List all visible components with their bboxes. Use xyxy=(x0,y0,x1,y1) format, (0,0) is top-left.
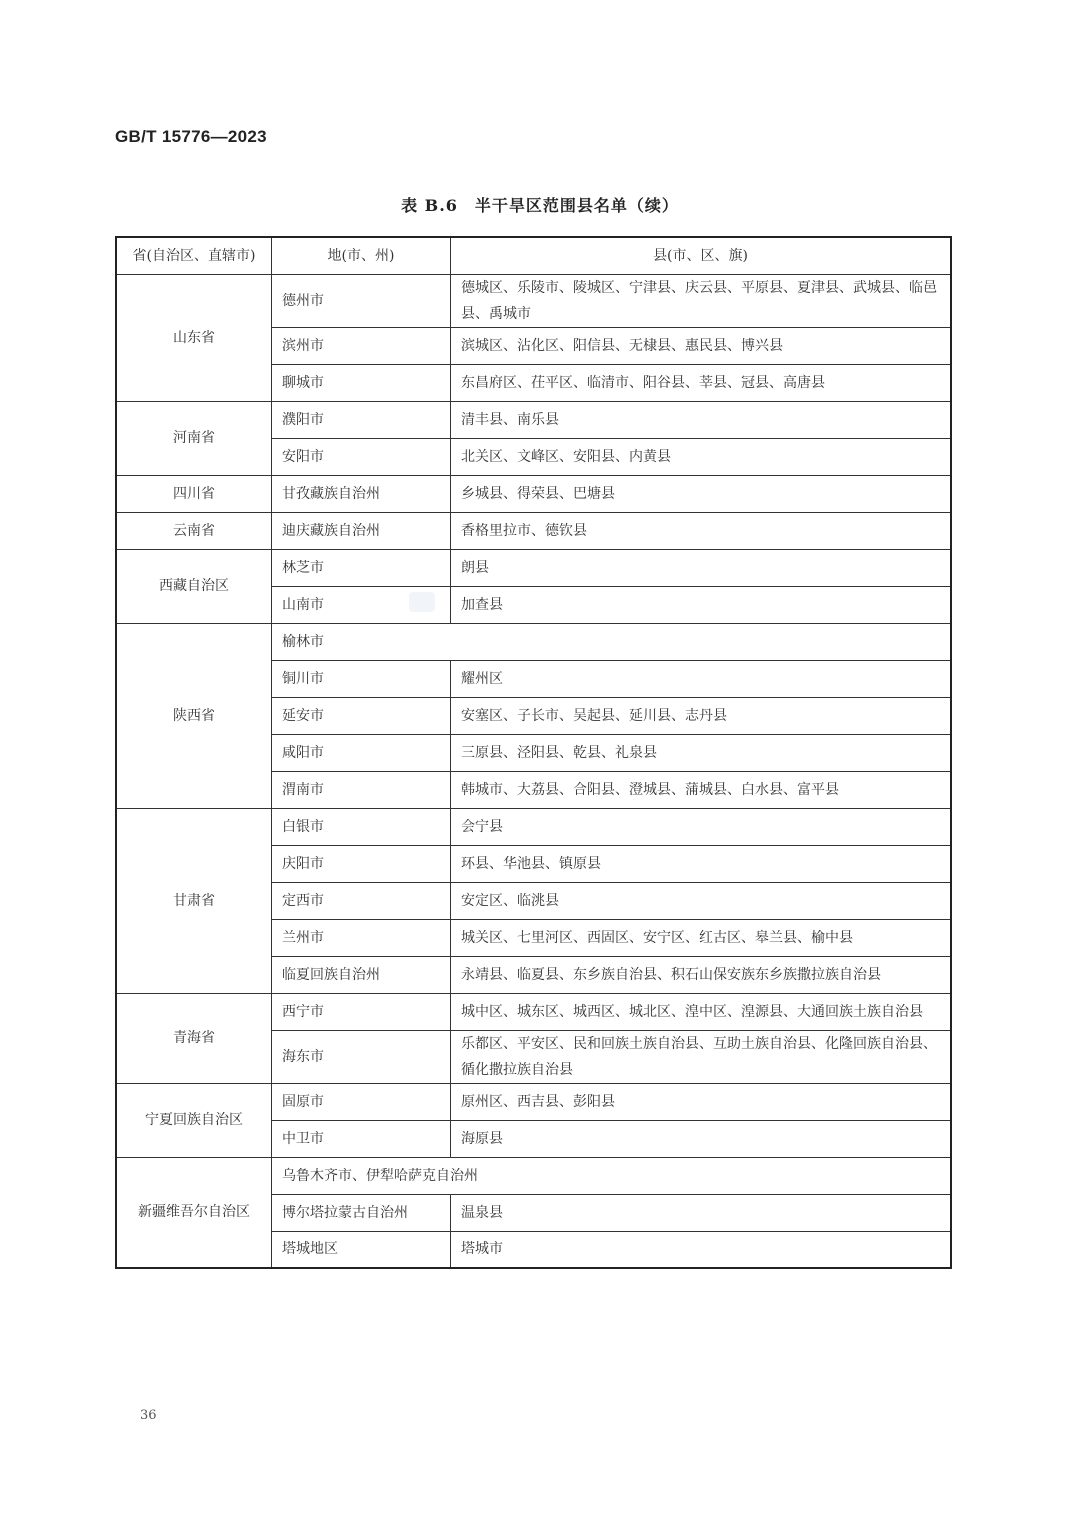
column-header-province: 省(自治区、直辖市) xyxy=(116,237,272,274)
city-cell: 濮阳市 xyxy=(272,401,451,438)
table-row xyxy=(116,1157,951,1194)
table-row xyxy=(116,623,951,660)
county-cell: 塔城市 xyxy=(451,1231,952,1268)
column-header-city: 地(市、州) xyxy=(272,237,451,274)
county-table xyxy=(115,236,952,1269)
city-cell: 铜川市 xyxy=(272,660,451,697)
province-cell: 新疆维吾尔自治区 xyxy=(116,1157,272,1268)
county-cell: 朗县 xyxy=(451,549,952,586)
county-cell: 安定区、临洮县 xyxy=(451,882,952,919)
county-cell: 三原县、泾阳县、乾县、礼泉县 xyxy=(451,734,952,771)
county-cell: 北关区、文峰区、安阳县、内黄县 xyxy=(451,438,952,475)
province-cell: 山东省 xyxy=(116,274,272,401)
city-cell: 延安市 xyxy=(272,697,451,734)
province-cell: 甘肃省 xyxy=(116,808,272,993)
county-cell: 温泉县 xyxy=(451,1194,952,1231)
table-row xyxy=(116,1083,951,1120)
city-cell: 西宁市 xyxy=(272,993,451,1030)
table-header-row xyxy=(116,237,951,274)
city-cell: 德州市 xyxy=(272,274,451,327)
province-cell: 陕西省 xyxy=(116,623,272,808)
city-cell: 临夏回族自治州 xyxy=(272,956,451,993)
table-row xyxy=(116,512,951,549)
county-cell: 东昌府区、茌平区、临清市、阳谷县、莘县、冠县、高唐县 xyxy=(451,364,952,401)
city-cell: 海东市 xyxy=(272,1030,451,1083)
province-cell: 宁夏回族自治区 xyxy=(116,1083,272,1157)
city-cell: 定西市 xyxy=(272,882,451,919)
column-header-county: 县(市、区、旗) xyxy=(451,237,952,274)
city-cell: 聊城市 xyxy=(272,364,451,401)
city-cell: 固原市 xyxy=(272,1083,451,1120)
city-cell: 林芝市 xyxy=(272,549,451,586)
county-cell: 环县、华池县、镇原县 xyxy=(451,845,952,882)
county-cell: 韩城市、大荔县、合阳县、澄城县、蒲城县、白水县、富平县 xyxy=(451,771,952,808)
province-cell: 云南省 xyxy=(116,512,272,549)
table-body xyxy=(116,274,951,1268)
province-cell: 西藏自治区 xyxy=(116,549,272,623)
county-cell: 加查县 xyxy=(451,586,952,623)
city-cell: 安阳市 xyxy=(272,438,451,475)
city-cell: 兰州市 xyxy=(272,919,451,956)
page-number: 36 xyxy=(140,1408,157,1423)
province-cell: 青海省 xyxy=(116,993,272,1083)
table-row xyxy=(116,274,951,327)
city-cell: 乌鲁木齐市、伊犁哈萨克自治州 xyxy=(272,1157,952,1194)
table-title: 表 B.6 半干旱区范围县名单（续） xyxy=(401,196,679,215)
table-row xyxy=(116,808,951,845)
province-cell: 四川省 xyxy=(116,475,272,512)
county-cell: 乡城县、得荣县、巴塘县 xyxy=(451,475,952,512)
city-cell: 滨州市 xyxy=(272,327,451,364)
city-cell: 庆阳市 xyxy=(272,845,451,882)
city-cell: 博尔塔拉蒙古自治州 xyxy=(272,1194,451,1231)
city-cell: 中卫市 xyxy=(272,1120,451,1157)
county-cell: 德城区、乐陵市、陵城区、宁津县、庆云县、平原县、夏津县、武城县、临邑县、禹城市 xyxy=(451,274,952,327)
city-cell: 甘孜藏族自治州 xyxy=(272,475,451,512)
city-cell: 渭南市 xyxy=(272,771,451,808)
city-cell: 塔城地区 xyxy=(272,1231,451,1268)
county-cell: 永靖县、临夏县、东乡族自治县、积石山保安族东乡族撒拉族自治县 xyxy=(451,956,952,993)
city-cell: 咸阳市 xyxy=(272,734,451,771)
county-cell: 会宁县 xyxy=(451,808,952,845)
standard-code: GB/T 15776—2023 xyxy=(115,127,267,146)
county-cell: 香格里拉市、德钦县 xyxy=(451,512,952,549)
watermark-logo xyxy=(409,592,435,612)
county-cell: 城中区、城东区、城西区、城北区、湟中区、湟源县、大通回族土族自治县 xyxy=(451,993,952,1030)
city-cell: 迪庆藏族自治州 xyxy=(272,512,451,549)
county-cell: 清丰县、南乐县 xyxy=(451,401,952,438)
county-cell: 海原县 xyxy=(451,1120,952,1157)
county-cell: 滨城区、沾化区、阳信县、无棣县、惠民县、博兴县 xyxy=(451,327,952,364)
county-cell: 原州区、西吉县、彭阳县 xyxy=(451,1083,952,1120)
county-cell: 安塞区、子长市、吴起县、延川县、志丹县 xyxy=(451,697,952,734)
city-cell: 山南市 xyxy=(272,586,451,623)
table-row xyxy=(116,549,951,586)
table-row xyxy=(116,993,951,1030)
county-cell: 耀州区 xyxy=(451,660,952,697)
city-cell: 白银市 xyxy=(272,808,451,845)
county-cell: 乐都区、平安区、民和回族土族自治县、互助土族自治县、化隆回族自治县、循化撒拉族自治县 xyxy=(451,1030,952,1083)
city-cell: 榆林市 xyxy=(272,623,952,660)
province-cell: 河南省 xyxy=(116,401,272,475)
county-cell: 城关区、七里河区、西固区、安宁区、红古区、皋兰县、榆中县 xyxy=(451,919,952,956)
table-row xyxy=(116,475,951,512)
table-row xyxy=(116,401,951,438)
